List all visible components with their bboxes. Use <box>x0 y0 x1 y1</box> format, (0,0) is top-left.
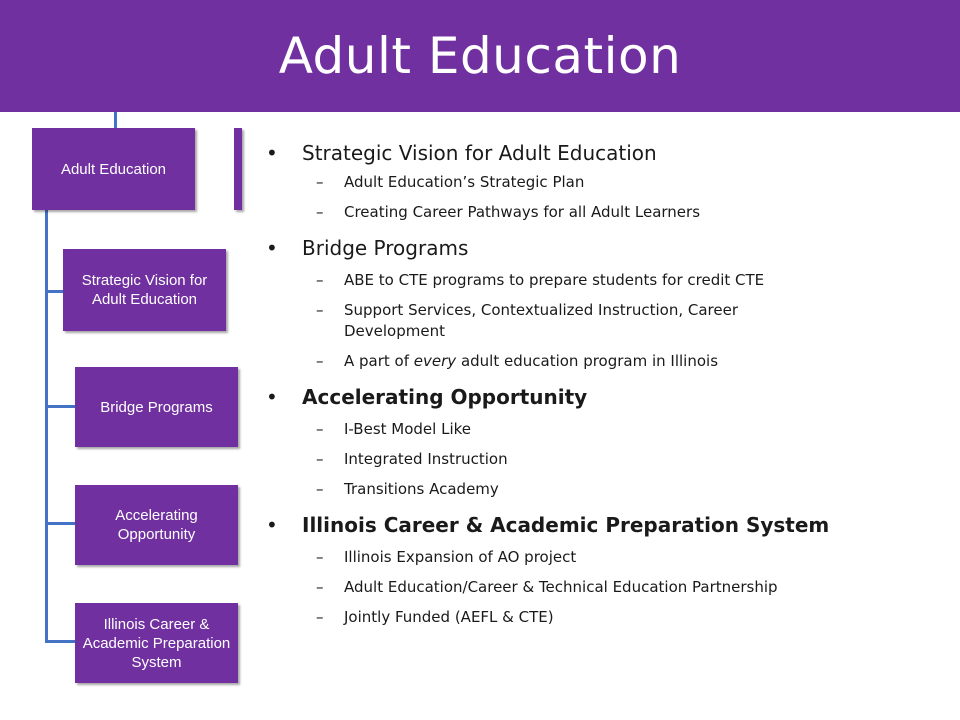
sub-item <box>266 172 946 193</box>
section-title: Bridge Programs <box>302 236 469 260</box>
org-chart <box>0 0 250 720</box>
dash-icon: – <box>316 271 324 289</box>
section-title: Strategic Vision for Adult Education <box>302 141 657 165</box>
sub-item-text-before: A part of <box>344 352 414 370</box>
connector-trunk <box>45 210 48 642</box>
connector-branch-1 <box>45 290 63 293</box>
bullet-section <box>266 384 946 410</box>
sub-item <box>266 577 946 598</box>
bullet-icon: • <box>266 513 278 537</box>
sub-item-text: Jointly Funded (AEFL & CTE) <box>344 608 554 626</box>
sub-item-text: ABE to CTE programs to prepare students for credit CTE <box>344 271 765 289</box>
sub-item-text: Transitions Academy <box>344 480 499 498</box>
sub-item-text-after: adult education program in Illinois <box>456 352 719 370</box>
sub-item <box>266 300 946 342</box>
dash-icon: – <box>316 548 324 566</box>
sub-item <box>266 270 946 291</box>
sub-item <box>266 449 946 470</box>
sub-item <box>266 351 946 372</box>
page-title: Adult Education <box>278 27 682 85</box>
dash-icon: – <box>316 352 324 370</box>
org-box-strategic-vision: Strategic Vision for Adult Education <box>63 249 226 331</box>
connector-top <box>114 112 117 128</box>
org-box-bridge-programs: Bridge Programs <box>75 367 238 447</box>
connector-branch-2 <box>45 405 75 408</box>
sub-item-text: Integrated Instruction <box>344 450 508 468</box>
sub-item-text: Adult Education/Career & Technical Education Partnership <box>344 578 778 596</box>
bullet-icon: • <box>266 236 278 260</box>
sub-item-emphasis: every <box>413 352 457 370</box>
bullet-outline <box>266 140 946 628</box>
dash-icon: – <box>316 450 324 468</box>
bullet-section <box>266 140 946 166</box>
dash-icon: – <box>316 420 324 438</box>
bullet-icon: • <box>266 141 278 165</box>
dash-icon: – <box>316 608 324 626</box>
org-box-accelerating-opportunity: Accelerating Opportunity <box>75 485 238 565</box>
sub-item <box>266 547 946 568</box>
connector-branch-4 <box>45 640 75 643</box>
sub-item <box>266 607 946 628</box>
connector-branch-3 <box>45 522 75 525</box>
section-title: Accelerating Opportunity <box>302 385 588 409</box>
sub-item <box>266 202 946 223</box>
sub-item-text: I-Best Model Like <box>344 420 471 438</box>
org-box-root: Adult Education <box>32 128 195 210</box>
section-title: Illinois Career & Academic Preparation System <box>302 513 830 537</box>
sub-item-text: Support Services, Contextualized Instruction, Career Development <box>344 301 738 340</box>
dash-icon: – <box>316 301 324 319</box>
org-box-partial <box>234 128 242 210</box>
bullet-section <box>266 235 946 261</box>
sub-item <box>266 419 946 440</box>
sub-item <box>266 479 946 500</box>
bullet-icon: • <box>266 385 278 409</box>
bullet-section <box>266 512 946 538</box>
dash-icon: – <box>316 203 324 221</box>
dash-icon: – <box>316 480 324 498</box>
dash-icon: – <box>316 578 324 596</box>
sub-item-text: Adult Education’s Strategic Plan <box>344 173 585 191</box>
sub-item-text: Illinois Expansion of AO project <box>344 548 577 566</box>
org-box-icaps: Illinois Career & Academic Preparation System <box>75 603 238 683</box>
sub-item-text: Creating Career Pathways for all Adult Learners <box>344 203 701 221</box>
dash-icon: – <box>316 173 324 191</box>
